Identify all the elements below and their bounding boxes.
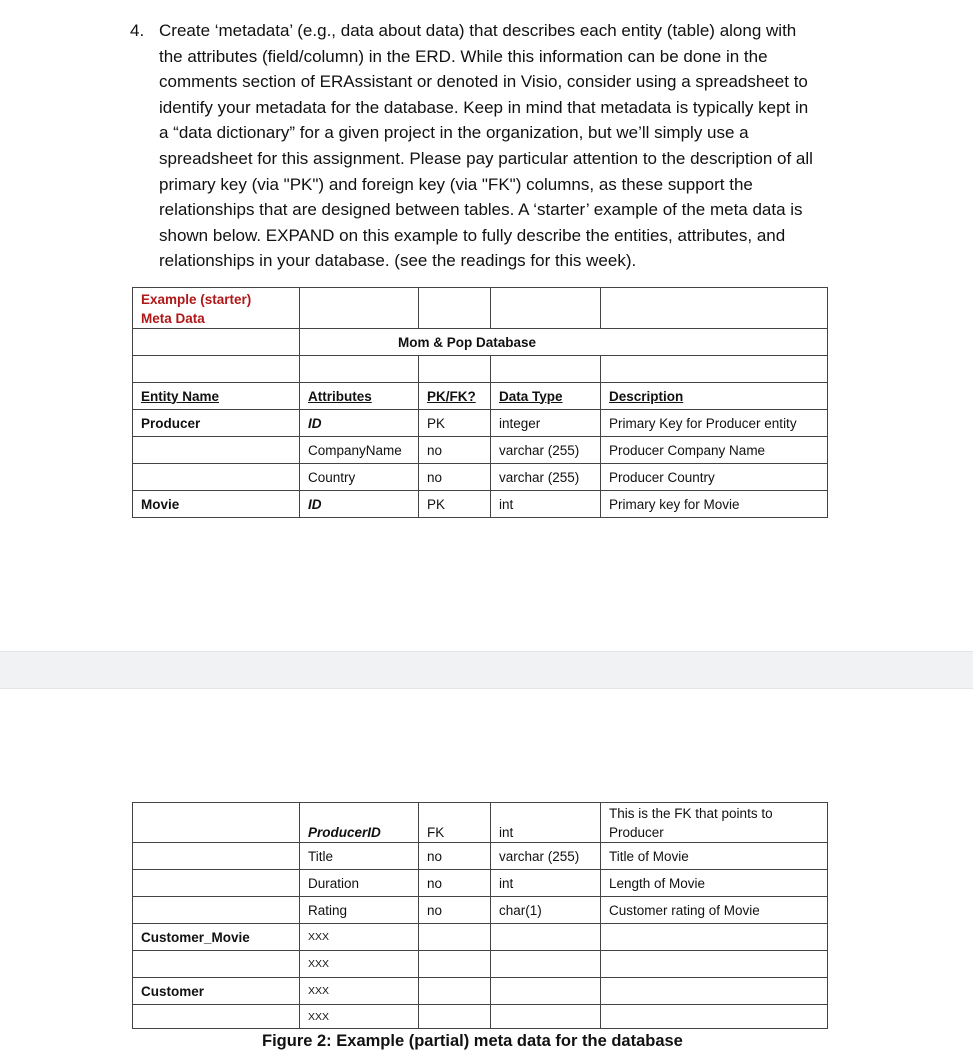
list-number: 4. [130, 21, 145, 40]
attribute-cell: XXX [300, 1005, 419, 1029]
entity-cell: Customer_Movie [133, 924, 300, 951]
datatype-cell: int [491, 870, 601, 897]
attribute-cell: ID [300, 410, 419, 437]
attribute-cell: XXX [300, 978, 419, 1005]
pkfk-cell: no [419, 870, 491, 897]
entity-cell: Movie [133, 491, 300, 518]
table-row [133, 464, 828, 491]
pkfk-cell [419, 978, 491, 1005]
table-row [133, 870, 828, 897]
pkfk-cell: PK [419, 491, 491, 518]
header-data-type: Data Type [491, 383, 601, 410]
instruction-line: relationships that are designed between tables. A ‘starter’ example of the meta data is [159, 200, 803, 220]
attribute-cell: XXX [300, 951, 419, 978]
attribute-cell: Title [300, 843, 419, 870]
instruction-line: identify your metadata for the database. Keep in mind that metadata is typically kept in [159, 97, 809, 117]
entity-cell [133, 437, 300, 464]
instruction-line: primary key (via "PK") and foreign key (via "FK") columns, as these support the [159, 174, 753, 194]
pkfk-cell: no [419, 437, 491, 464]
description-cell [601, 1005, 828, 1029]
table-row [133, 491, 828, 518]
entity-cell [133, 951, 300, 978]
entity-cell: Customer [133, 978, 300, 1005]
attribute-cell: ProducerID [300, 803, 419, 843]
instruction-line: spreadsheet for this assignment. Please pay particular attention to the description of all [159, 148, 813, 168]
instruction-line: a “data dictionary” for a given project in the organization, but we’ll simply use a [159, 123, 749, 143]
entity-cell [133, 843, 300, 870]
datatype-cell: varchar (255) [491, 437, 601, 464]
pkfk-cell [419, 1005, 491, 1029]
database-title: Mom & Pop Database [300, 329, 828, 356]
datatype-cell [491, 1005, 601, 1029]
attribute-cell: ID [300, 491, 419, 518]
datatype-cell: varchar (255) [491, 464, 601, 491]
description-cell [601, 924, 828, 951]
description-cell: Producer Country [601, 464, 828, 491]
description-cell: Length of Movie [601, 870, 828, 897]
datatype-cell [491, 978, 601, 1005]
metadata-table-bottom [132, 802, 828, 1029]
entity-cell [133, 870, 300, 897]
pkfk-cell: FK [419, 803, 491, 843]
attribute-cell: CompanyName [300, 437, 419, 464]
table-row [133, 843, 828, 870]
header-pkfk: PK/FK? [419, 383, 491, 410]
header-description: Description [601, 383, 828, 410]
entity-cell [133, 803, 300, 843]
header-entity-name: Entity Name [133, 383, 300, 410]
figure-caption: Figure 2: Example (partial) meta data for the database [262, 1032, 683, 1050]
description-cell [601, 978, 828, 1005]
pkfk-cell: no [419, 464, 491, 491]
attribute-cell: XXX [300, 924, 419, 951]
table-row [133, 951, 828, 978]
datatype-cell: varchar (255) [491, 843, 601, 870]
instruction-line: Create ‘metadata’ (e.g., data about data) that describes each entity (table) along with [159, 21, 797, 40]
instruction-line: relationships in your database. (see the readings for this week). [159, 251, 637, 271]
page-break [0, 651, 973, 689]
datatype-cell: char(1) [491, 897, 601, 924]
description-cell: Customer rating of Movie [601, 897, 828, 924]
datatype-cell [491, 924, 601, 951]
datatype-cell: int [491, 491, 601, 518]
instruction-line: the attributes (field/column) in the ERD. While this information can be done in the [159, 46, 768, 66]
table-row [133, 1005, 828, 1029]
datatype-cell: int [491, 803, 601, 843]
instruction-text [159, 18, 859, 274]
description-cell: Primary Key for Producer entity [601, 410, 828, 437]
table-row [133, 288, 828, 329]
description-cell: This is the FK that points to Producer [601, 803, 828, 843]
entity-cell [133, 1005, 300, 1029]
example-label: Example (starter) Meta Data [133, 288, 300, 329]
pkfk-cell [419, 924, 491, 951]
table-row [133, 356, 828, 383]
attribute-cell: Country [300, 464, 419, 491]
description-cell [601, 951, 828, 978]
datatype-cell [491, 951, 601, 978]
instruction-line: shown below. EXPAND on this example to fully describe the entities, attributes, and [159, 225, 786, 245]
pkfk-cell: no [419, 897, 491, 924]
pkfk-cell: no [419, 843, 491, 870]
description-cell: Primary key for Movie [601, 491, 828, 518]
table-row [133, 329, 828, 356]
table-row [133, 897, 828, 924]
table-row [133, 410, 828, 437]
attribute-cell: Rating [300, 897, 419, 924]
attribute-cell: Duration [300, 870, 419, 897]
table-row [133, 803, 828, 843]
table-header-row [133, 383, 828, 410]
table-row [133, 437, 828, 464]
description-cell: Title of Movie [601, 843, 828, 870]
pkfk-cell: PK [419, 410, 491, 437]
instruction-line: comments section of ERAssistant or denoted in Visio, consider using a spreadsheet to [159, 72, 808, 92]
description-cell: Producer Company Name [601, 437, 828, 464]
pkfk-cell [419, 951, 491, 978]
entity-cell [133, 897, 300, 924]
table-row [133, 924, 828, 951]
header-attributes: Attributes [300, 383, 419, 410]
table-row [133, 978, 828, 1005]
datatype-cell: integer [491, 410, 601, 437]
entity-cell: Producer [133, 410, 300, 437]
metadata-table-top [132, 287, 828, 518]
entity-cell [133, 464, 300, 491]
